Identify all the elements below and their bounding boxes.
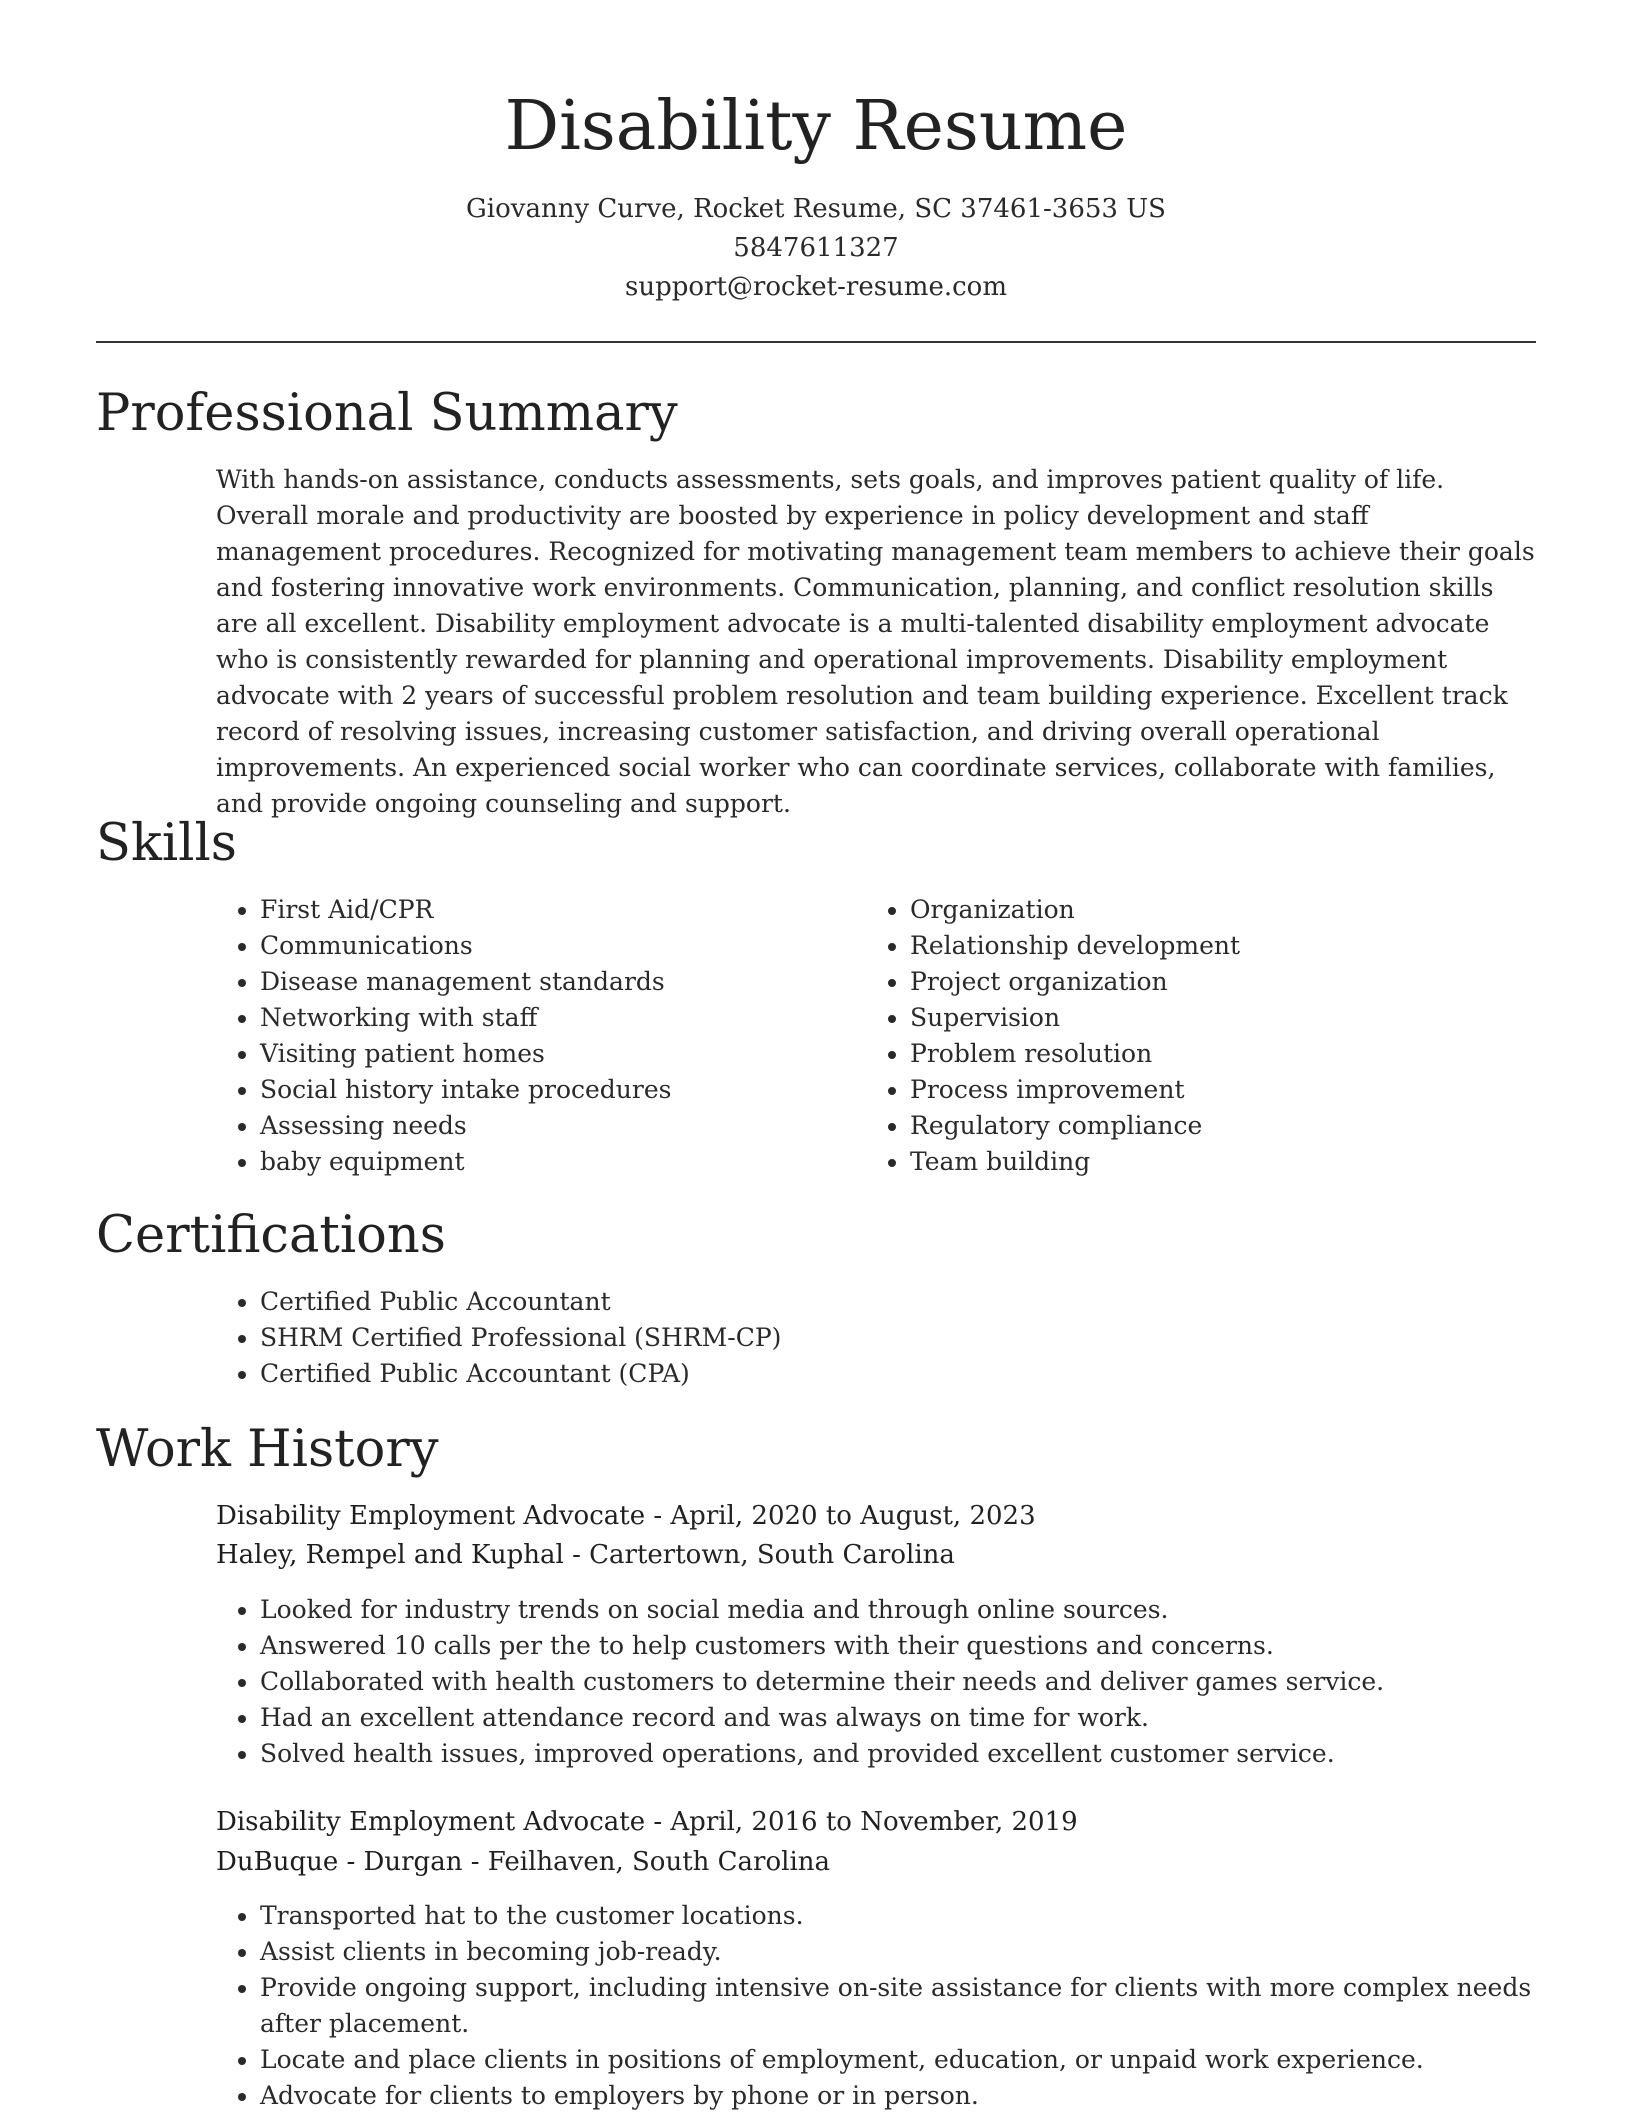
skill-item: • Project organization (910, 964, 1470, 1000)
skill-item: • Process improvement (910, 1072, 1470, 1108)
certifications-list (216, 1284, 1160, 1392)
job-location: - Cartertown, South Carolina (563, 1540, 955, 1570)
job-bullet: • Collaborated with health customers to determine their needs and deliver games service. (260, 1664, 1585, 1700)
job-bullet: • Solved health issues, improved operations, and provided excellent customer service. (260, 1736, 1585, 1772)
skills-list-left (216, 892, 820, 1180)
summary-heading: Professional Summary (96, 384, 678, 443)
job-bullets (216, 1898, 1570, 2114)
skill-item: • Visiting patient homes (260, 1036, 820, 1072)
job-location: - Feilhaven, South Carolina (462, 1847, 831, 1877)
skill-item: • First Aid/CPR (260, 892, 820, 928)
header-divider (96, 341, 1536, 343)
job-title-line (216, 1803, 1078, 1841)
job-bullet: • Looked for industry trends on social media and through online sources. (260, 1592, 1585, 1628)
job-bullets (216, 1592, 1585, 1772)
job-dates: - April, 2020 to August, 2023 (645, 1501, 1036, 1531)
resume-title: Disability Resume (504, 87, 1128, 166)
certification-item: • SHRM Certified Professional (SHRM-CP) (260, 1320, 1160, 1356)
job-bullet: • Advocate for clients to employers by phone or in person. (260, 2078, 1570, 2114)
skill-item: • Communications (260, 928, 820, 964)
job-bullet: • Locate and place clients in positions of employment, education, or unpaid work experience. (260, 2042, 1570, 2078)
skill-item: • Team building (910, 1144, 1470, 1180)
job-title: Disability Employment Advocate (216, 1501, 646, 1531)
summary-text: With hands-on assistance, conducts assessments, sets goals, and improves patient quality of life. Overall morale and productivity are boosted by experience in policy development and staff management procedures. Recognized for motivating management team members to achieve their goals and fostering innovative work environments. Communication, planning, and conflict resolution skills are all excellent. Disability employment advocate is a multi-talented disability employment advocate who is consistently rewarded for planning and operational improvements. Disability employment advocate with 2 years of successful problem resolution and team building experience. Excellent track record of resolving issues, increasing customer satisfaction, and driving overall operational improvements. An experienced social worker who can coordinate services, collaborate with families, and provide ongoing counseling and support. (216, 465, 1535, 818)
job-bullet: • Had an excellent attendance record and was always on time for work. (260, 1700, 1585, 1736)
job-bullet: • Assist clients in becoming job-ready. (260, 1934, 1570, 1970)
job-title: Disability Employment Advocate (216, 1807, 646, 1837)
skill-item: • Supervision (910, 1000, 1470, 1036)
job-bullet: • Transported hat to the customer locations. (260, 1898, 1570, 1934)
skill-item: • Social history intake procedures (260, 1072, 820, 1108)
certifications-heading: Certifications (96, 1206, 446, 1265)
job-employer-line (216, 1843, 830, 1881)
skill-item: • Relationship development (910, 928, 1470, 964)
skills-list-right (866, 892, 1470, 1180)
job-bullet: • Answered 10 calls per the to help customers with their questions and concerns. (260, 1628, 1585, 1664)
work-history-heading: Work History (96, 1420, 439, 1479)
certification-item: • Certified Public Accountant (260, 1284, 1160, 1320)
job-dates: - April, 2016 to November, 2019 (645, 1807, 1078, 1837)
contact-address: Giovanny Curve, Rocket Resume, SC 37461-3653 US (466, 194, 1166, 224)
job-employer: DuBuque - Durgan (216, 1847, 463, 1877)
skill-item: • Regulatory compliance (910, 1108, 1470, 1144)
contact-email: support@rocket-resume.com (624, 272, 1007, 302)
skill-item: • Organization (910, 892, 1470, 928)
job-employer-line (216, 1536, 955, 1574)
skill-item: • Assessing needs (260, 1108, 820, 1144)
skill-item: • Disease management standards (260, 964, 820, 1000)
skill-item: • Networking with staff (260, 1000, 820, 1036)
skills-heading: Skills (96, 814, 237, 873)
job-title-line (216, 1497, 1036, 1535)
contact-block (0, 190, 1632, 307)
certification-item: • Certified Public Accountant (CPA) (260, 1356, 1160, 1392)
skill-item: • baby equipment (260, 1144, 820, 1180)
contact-phone: 5847611327 (733, 233, 899, 263)
job-bullet: • Provide ongoing support, including intensive on-site assistance for clients with more complex needs after placement. (260, 1970, 1570, 2042)
skill-item: • Problem resolution (910, 1036, 1470, 1072)
job-employer: Haley, Rempel and Kuphal (216, 1540, 564, 1570)
